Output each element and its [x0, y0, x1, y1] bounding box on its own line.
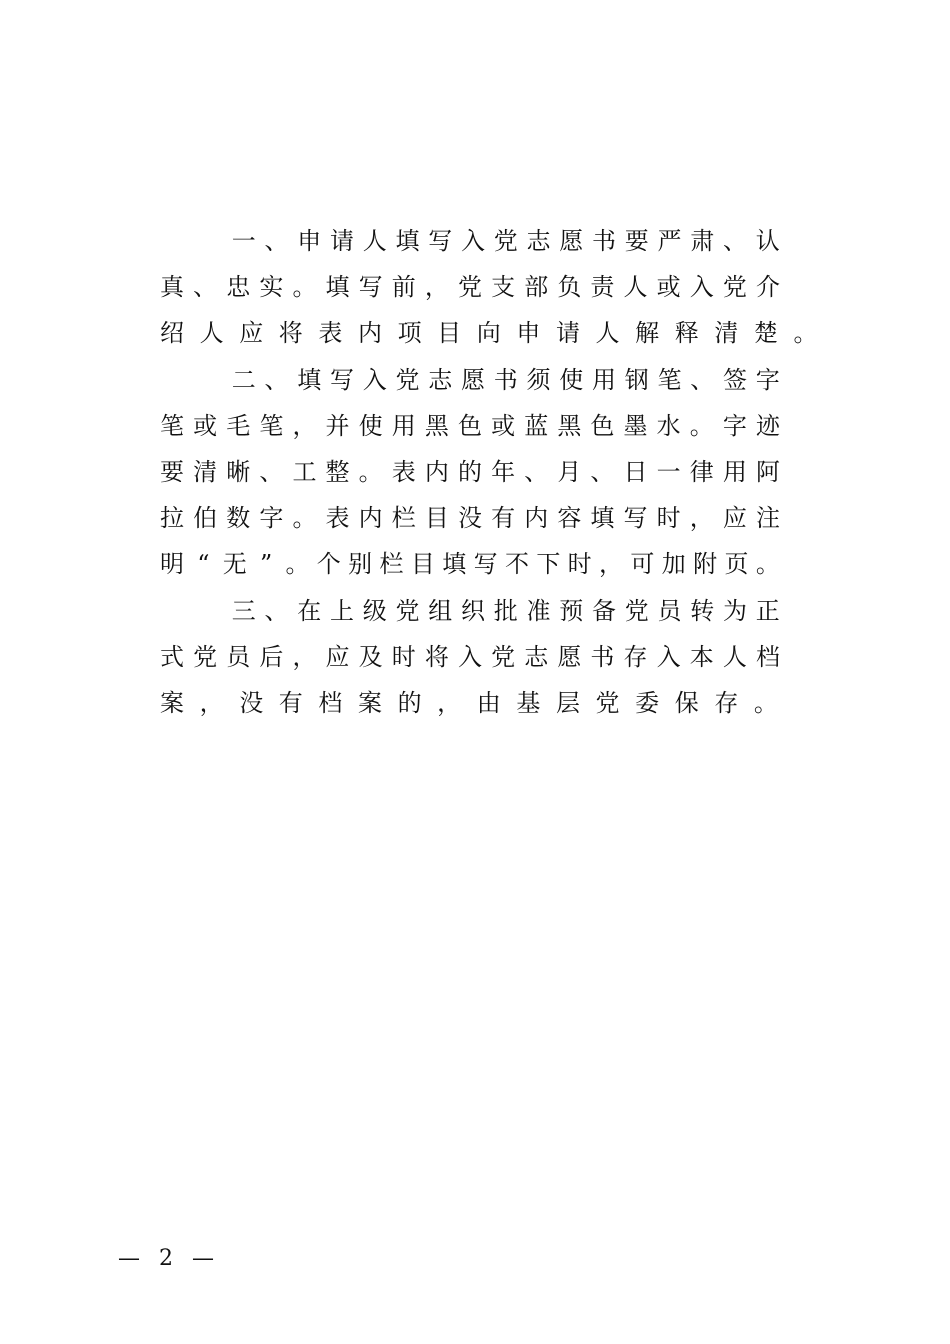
text-char: 应: [239, 319, 264, 348]
text-char: 员: [657, 596, 682, 625]
text-char: 钢: [624, 365, 649, 394]
text-char: 。: [755, 550, 780, 579]
text-char: 时: [656, 504, 681, 533]
text-char: 在: [297, 596, 322, 625]
text-char: 愿: [461, 365, 485, 394]
text-char: 黑: [557, 411, 582, 440]
text-char: 拉: [160, 504, 184, 533]
text-char: 书: [592, 227, 616, 255]
text-char: 应: [325, 642, 350, 671]
text-char: 用: [391, 411, 416, 440]
text-char: 容: [557, 504, 582, 533]
text-char: 内: [424, 457, 449, 486]
text-char: 、: [264, 365, 289, 394]
text-char: 别: [348, 550, 373, 579]
text-char: 案: [357, 688, 382, 717]
text-char: 或: [491, 411, 516, 440]
text-char: 人: [199, 319, 224, 348]
text-char: 蓝: [524, 411, 549, 440]
text-char: 使: [358, 411, 383, 440]
text-char: 二: [231, 365, 256, 394]
text-char: 写: [330, 365, 354, 394]
text-char: 要: [624, 227, 649, 255]
text-char: 填: [325, 273, 350, 302]
text-char: “: [197, 550, 210, 579]
text-char: 填: [297, 365, 322, 394]
text-char: 并: [325, 411, 350, 440]
text-char: 没: [457, 504, 482, 533]
text-char: 迹: [755, 411, 780, 440]
text-char: 、: [690, 365, 715, 394]
text-char: 三: [231, 596, 256, 625]
text-char: 附: [693, 550, 718, 579]
text-char: 黑: [424, 411, 449, 440]
text-char: 写: [473, 550, 498, 579]
text-char: 转: [690, 596, 715, 625]
text-char: 实: [259, 273, 284, 302]
text-char: 将: [424, 642, 449, 671]
text-char: ，: [424, 273, 449, 302]
text-char: 存: [623, 642, 648, 671]
text-char: 填: [395, 227, 420, 255]
text-char: ，: [199, 688, 224, 717]
text-char: 目: [410, 550, 435, 579]
text-char: 目: [424, 504, 449, 533]
text-char: 个: [316, 550, 341, 579]
text-char: 笔: [259, 411, 284, 440]
text-char: 存: [714, 688, 739, 717]
text-line: [160, 357, 780, 403]
text-char: 不: [504, 550, 529, 579]
text-char: 日: [623, 457, 648, 486]
text-char: 基: [516, 688, 541, 717]
text-char: ，: [292, 411, 317, 440]
text-char: 楚: [753, 319, 778, 348]
text-char: 志: [428, 365, 453, 394]
paragraph-indent: [160, 357, 223, 403]
text-char: 介: [755, 273, 780, 302]
text-char: 预: [559, 596, 584, 625]
text-char: 表: [318, 319, 343, 348]
text-char: 党: [595, 688, 620, 717]
text-char: 党: [193, 642, 218, 671]
text-char: 绍: [160, 319, 184, 348]
paragraph-indent: [160, 588, 223, 634]
text-char: 写: [358, 273, 383, 302]
text-char: 填: [590, 504, 615, 533]
text-char: 表: [391, 457, 416, 486]
text-char: 入: [461, 227, 485, 255]
text-char: 年: [491, 457, 516, 486]
text-char: 。: [285, 550, 310, 579]
text-char: 志: [524, 642, 549, 671]
text-char: 页: [724, 550, 749, 579]
text-char: 签: [723, 365, 747, 394]
text-line: [160, 495, 780, 541]
text-char: 、: [264, 227, 289, 255]
text-char: 整: [325, 457, 350, 486]
text-char: 组: [428, 596, 453, 625]
text-char: 入: [362, 365, 387, 394]
text-char: 申: [297, 227, 322, 255]
text-char: 墨: [623, 411, 648, 440]
text-char: 备: [592, 596, 616, 625]
text-char: 真: [160, 273, 184, 302]
text-char: ，: [599, 550, 624, 579]
page-number: — 2 —: [118, 1246, 220, 1271]
text-char: 志: [526, 227, 551, 255]
text-char: 或: [193, 411, 218, 440]
text-char: 织: [461, 596, 485, 625]
text-char: 批: [493, 596, 518, 625]
text-char: ，: [689, 504, 714, 533]
text-char: 请: [330, 227, 354, 255]
text-char: 。: [753, 688, 778, 717]
text-char: 人: [623, 273, 648, 302]
text-char: 正: [755, 596, 780, 625]
text-char: 为: [723, 596, 747, 625]
text-line: [160, 264, 780, 310]
text-line: [160, 680, 780, 726]
text-char: 须: [526, 365, 551, 394]
text-char: 一: [656, 457, 681, 486]
text-char: 认: [755, 227, 780, 255]
text-char: 入: [689, 273, 714, 302]
text-char: 申: [516, 319, 541, 348]
text-char: 式: [160, 642, 184, 671]
text-char: 月: [557, 457, 582, 486]
text-char: 保: [674, 688, 699, 717]
text-char: 色: [457, 411, 482, 440]
text-line: [160, 403, 780, 449]
text-char: 字: [722, 411, 747, 440]
text-char: 党: [722, 273, 747, 302]
text-char: 字: [755, 365, 780, 394]
text-char: 律: [689, 457, 714, 486]
text-char: 层: [555, 688, 580, 717]
text-char: 目: [437, 319, 462, 348]
text-char: 时: [391, 642, 416, 671]
text-char: 的: [397, 688, 422, 717]
text-char: 前: [391, 273, 416, 302]
text-char: 没: [239, 688, 264, 717]
text-char: 人: [722, 642, 747, 671]
text-char: 愿: [559, 227, 584, 255]
text-char: 。: [292, 504, 317, 533]
text-char: 笔: [160, 411, 184, 440]
text-char: 党: [491, 642, 516, 671]
text-line: [160, 449, 780, 495]
text-char: 、: [524, 457, 549, 486]
text-char: 有: [491, 504, 516, 533]
text-char: 人: [362, 227, 387, 255]
text-char: ，: [437, 688, 462, 717]
text-char: 党: [457, 273, 482, 302]
text-char: 本: [689, 642, 714, 671]
text-char: 党: [624, 596, 649, 625]
text-char: 明: [160, 550, 184, 579]
text-char: 水: [656, 411, 681, 440]
text-line: [160, 310, 818, 356]
text-char: 写: [623, 504, 648, 533]
text-char: 项: [397, 319, 422, 348]
text-char: 委: [635, 688, 660, 717]
text-char: 时: [567, 550, 592, 579]
text-char: 上: [330, 596, 354, 625]
text-char: 、: [264, 596, 289, 625]
text-char: 数: [226, 504, 251, 533]
text-char: 的: [457, 457, 482, 486]
text-char: 请: [555, 319, 580, 348]
text-char: 向: [476, 319, 501, 348]
text-char: 释: [674, 319, 699, 348]
text-char: 一: [231, 227, 256, 255]
text-char: 要: [160, 457, 184, 486]
text-char: 或: [656, 273, 681, 302]
text-line: [160, 541, 780, 587]
text-char: 填: [442, 550, 467, 579]
text-char: 毛: [226, 411, 251, 440]
text-char: 。: [689, 411, 714, 440]
text-char: 栏: [391, 504, 416, 533]
text-char: 栏: [379, 550, 404, 579]
text-char: ，: [292, 642, 317, 671]
text-char: 党: [395, 365, 420, 394]
paragraph-indent: [160, 218, 223, 264]
text-char: 忠: [226, 273, 251, 302]
text-char: 支: [491, 273, 516, 302]
text-char: 肃: [690, 227, 715, 255]
text-char: 内: [358, 504, 383, 533]
text-char: 内: [524, 504, 549, 533]
text-char: 表: [325, 504, 350, 533]
text-char: 色: [590, 411, 615, 440]
text-char: 清: [193, 457, 218, 486]
text-char: 、: [193, 273, 218, 302]
text-char: 下: [536, 550, 561, 579]
text-char: 党: [493, 227, 518, 255]
text-char: 由: [476, 688, 501, 717]
text-char: 清: [714, 319, 739, 348]
text-char: 。: [793, 319, 818, 348]
text-char: 书: [590, 642, 615, 671]
text-char: 档: [755, 642, 780, 671]
text-char: 工: [292, 457, 317, 486]
text-char: 加: [661, 550, 686, 579]
text-char: 将: [278, 319, 303, 348]
text-char: 伯: [193, 504, 218, 533]
text-char: 笔: [657, 365, 682, 394]
text-char: 及: [358, 642, 383, 671]
text-char: 晰: [226, 457, 251, 486]
text-char: 部: [524, 273, 549, 302]
text-char: 准: [526, 596, 551, 625]
text-char: 级: [362, 596, 387, 625]
text-char: 、: [723, 227, 747, 255]
text-char: 可: [630, 550, 655, 579]
text-char: ”: [259, 550, 273, 579]
text-char: 入: [457, 642, 482, 671]
text-char: 写: [428, 227, 453, 255]
text-char: 解: [635, 319, 660, 348]
text-char: 入: [656, 642, 681, 671]
text-char: 、: [590, 457, 615, 486]
text-char: 用: [592, 365, 616, 394]
text-char: 。: [358, 457, 383, 486]
text-char: 档: [318, 688, 343, 717]
text-char: 员: [226, 642, 251, 671]
text-line: [160, 634, 780, 680]
text-char: 严: [657, 227, 682, 255]
text-char: 案: [160, 688, 184, 717]
text-char: 有: [278, 688, 303, 717]
text-char: 责: [590, 273, 615, 302]
text-char: 后: [259, 642, 284, 671]
text-line: [160, 218, 780, 264]
text-line: [160, 588, 780, 634]
instructions-text: [160, 218, 818, 726]
text-char: 用: [722, 457, 747, 486]
text-char: 无: [222, 550, 247, 579]
text-char: 注: [755, 504, 780, 533]
text-char: 使: [559, 365, 584, 394]
text-char: 负: [557, 273, 582, 302]
text-char: 。: [292, 273, 317, 302]
text-char: 党: [395, 596, 420, 625]
text-char: 书: [493, 365, 518, 394]
text-char: 人: [595, 319, 620, 348]
text-char: 内: [357, 319, 382, 348]
text-char: 愿: [557, 642, 582, 671]
text-char: 字: [259, 504, 284, 533]
text-char: 应: [722, 504, 747, 533]
text-char: 、: [259, 457, 284, 486]
text-char: 阿: [755, 457, 780, 486]
